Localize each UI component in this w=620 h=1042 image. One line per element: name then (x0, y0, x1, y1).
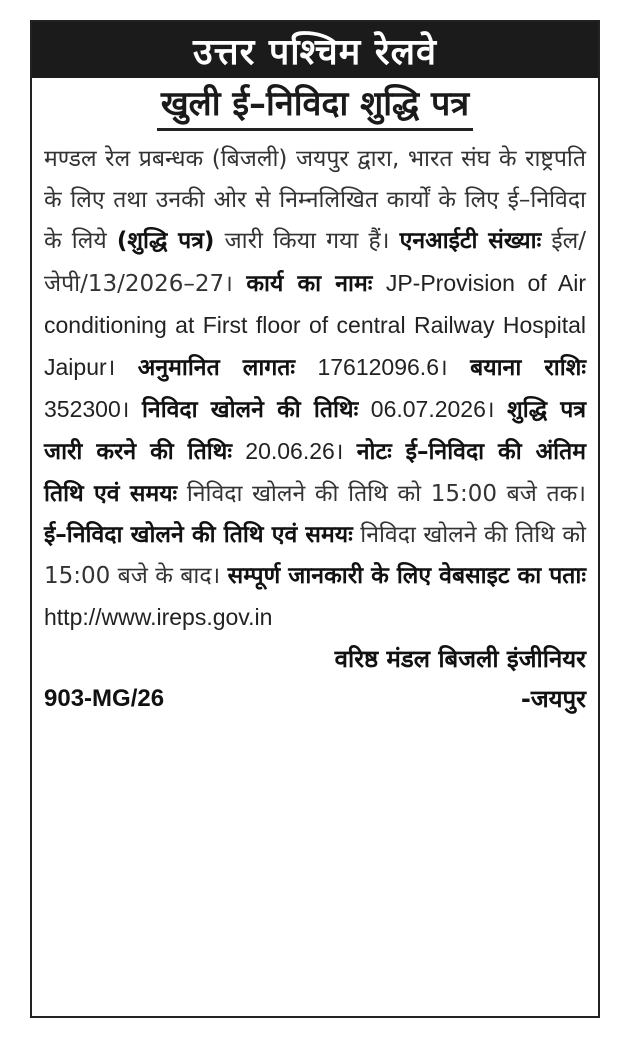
open-time-label: ई–निविदा खोलने की तिथि एवं समयः (44, 521, 353, 548)
nit-value: ईल/जेपी/13/2026–27। (44, 228, 587, 297)
corrigendum-label: (शुद्धि पत्र) (116, 228, 215, 255)
footer (44, 679, 586, 719)
issue-date-label: शुद्धि पत्र जारी करने की तिथिः (44, 397, 587, 466)
notice-body (44, 139, 586, 639)
cost-value: 17612096.6। (317, 354, 448, 381)
reference-number: 903-MG/26 (44, 685, 165, 713)
note-label: नोटः ई–निविदा की अंतिम तिथि एवं समयः (44, 439, 587, 507)
work-value: JP-Provision of Air conditioning at First floor of central Railway Hospital Jaipur। (44, 269, 587, 381)
intro-text: मण्डल रेल प्रबन्धक (बिजली) जयपुर द्वारा, भारत संघ के राष्ट्रपति के लिए तथा उनकी ओर से निम्नलिखित कार्यों के लिए ई–निविदा के लिये (44, 146, 586, 255)
work-label: कार्य का नामः (246, 270, 373, 297)
tender-notice (30, 20, 600, 1018)
website-link[interactable]: http://www.ireps.gov.in (44, 604, 273, 631)
website-label: सम्पूर्ण जानकारी के लिए वेबसाइट का पताः (227, 563, 586, 590)
open-time-value: निविदा खोलने की तिथि को 15:00 बजे के बाद। (44, 521, 586, 590)
title-wrap (32, 84, 598, 131)
railway-header (32, 22, 598, 78)
emd-value: 352300। (44, 396, 130, 423)
opening-date-label: निविदा खोलने की तिथिः (141, 397, 359, 424)
place-name: -जयपुर (520, 685, 586, 714)
cost-label: अनुमानित लागतः (137, 355, 296, 382)
note-value: निविदा खोलने की तिथि को 15:00 बजे तक। (186, 480, 586, 507)
issue-date-value: 20.06.26। (245, 438, 344, 465)
nit-label: एनआईटी संख्याः (399, 228, 542, 255)
railway-name: उत्तर पश्चिम रेलवे (192, 31, 437, 73)
opening-date-value: 06.07.2026। (370, 396, 495, 423)
signature: वरिष्ठ मंडल बिजली इंजीनियर (334, 645, 586, 674)
emd-label: बयाना राशिः (470, 355, 586, 382)
issued-text: जारी किया गया हैं। (224, 228, 390, 255)
notice-title: खुली ई–निविदा शुद्धि पत्र (157, 84, 473, 131)
